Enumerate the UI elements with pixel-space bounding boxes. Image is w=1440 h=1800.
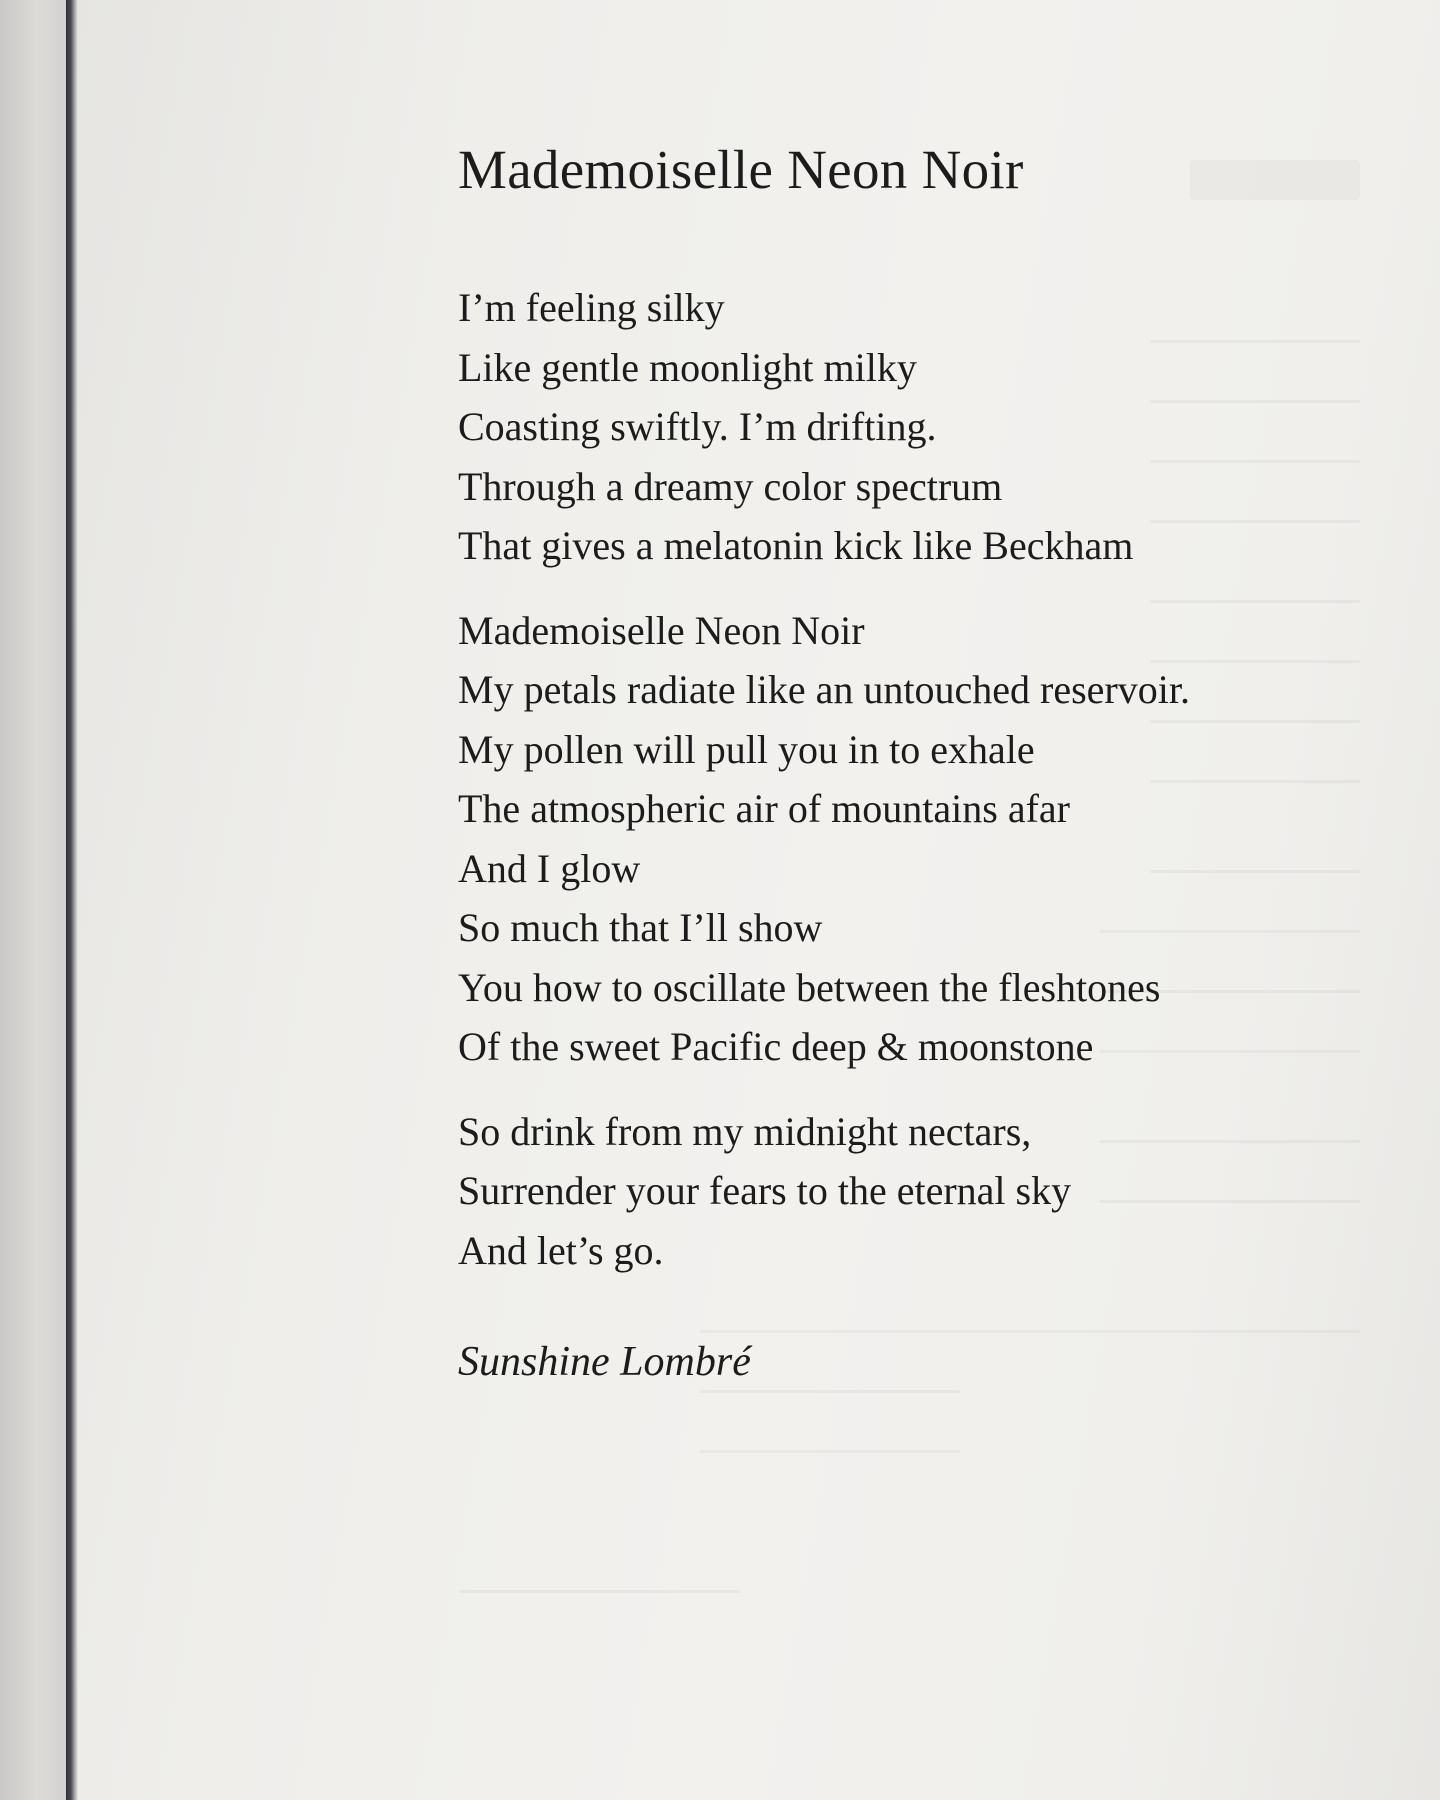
poem-line: Surrender your fears to the eternal sky [458, 1168, 1072, 1213]
stanza-3 [458, 1102, 1358, 1281]
stanza-2 [458, 601, 1358, 1077]
poem-line: My petals radiate like an untouched reservoir. [458, 667, 1190, 712]
author-signature: Sunshine Lombré [458, 1339, 751, 1385]
book-spine-shadow [66, 0, 78, 1800]
poem [458, 132, 1358, 1392]
poem-line: So drink from my midnight nectars, [458, 1108, 1032, 1154]
poem-line: My pollen will pull you in to exhale [458, 726, 1035, 772]
poem-line: So much that I’ll show [458, 905, 823, 950]
poem-title: Mademoiselle Neon Noir [458, 139, 1024, 200]
poem-line: And I glow [458, 845, 641, 891]
facing-page-edge [0, 0, 68, 1800]
poem-line: That gives a melatonin kick like Beckham [458, 523, 1134, 568]
poem-line: The atmospheric air of mountains afar [458, 786, 1070, 831]
poem-line: I’m feeling silky [458, 285, 725, 330]
poem-line: Coasting swiftly. I’m drifting. [458, 404, 937, 449]
poem-line: You how to oscillate between the fleshtones [458, 964, 1161, 1010]
poem-line: Of the sweet Pacific deep & moonstone [458, 1024, 1094, 1069]
poem-line: Like gentle moonlight milky [458, 344, 917, 390]
poem-line: And let’s go. [458, 1227, 664, 1273]
poem-line: Mademoiselle Neon Noir [458, 607, 865, 653]
poem-line: Through a dreamy color spectrum [458, 463, 1003, 509]
stanza-1 [458, 278, 1358, 576]
